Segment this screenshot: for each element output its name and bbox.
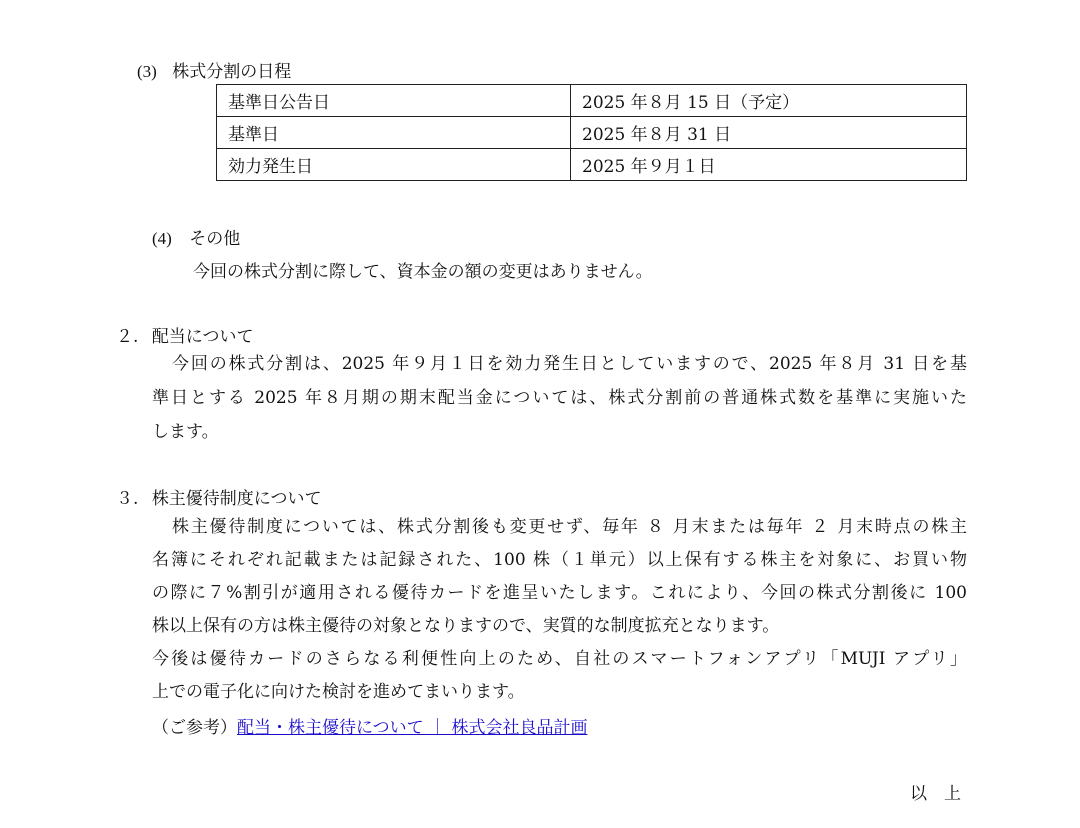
dividend-line-1-text: 今回の株式分割は、2025 年９月１日を効力発生日としていますので、2025 年８月 31 日を基 bbox=[172, 354, 967, 374]
section-number: (4) bbox=[152, 229, 172, 248]
reference-link[interactable]: 配当・株主優待について ｜ 株式会社良品計画 bbox=[237, 718, 588, 738]
section-number: (3) bbox=[137, 62, 157, 81]
table-cell-label: 効力発生日 bbox=[217, 149, 571, 181]
section-number: ２. bbox=[116, 327, 139, 347]
reference-prefix: （ご参考） bbox=[152, 718, 237, 738]
benefits-line-1-text: 株主優待制度については、株式分割後も変更せず、毎年 ８ 月末または毎年 ２ 月末時点の株主 bbox=[172, 517, 967, 537]
benefits-line-5 bbox=[152, 647, 967, 671]
dividend-line-2-text: 準日とする 2025 年８月期の期末配当金については、株式分割前の普通株式数を基準に実施いた bbox=[152, 388, 967, 408]
dividend-line-2 bbox=[152, 386, 967, 410]
benefits-line-2-text: 名簿にそれぞれ記載または記録された、100 株（１単元）以上保有する株主を対象に、お買い物 bbox=[152, 550, 967, 570]
dividend-line-1 bbox=[172, 352, 967, 376]
dividend-line-3: します。 bbox=[152, 422, 219, 442]
section-title: 配当について bbox=[151, 327, 254, 347]
reference-line bbox=[152, 713, 587, 738]
table-row bbox=[217, 117, 967, 149]
table-cell-date: 2025 年８月 15 日（予定） bbox=[571, 85, 967, 117]
section-number: ３. bbox=[116, 489, 139, 509]
benefits-line-1 bbox=[172, 515, 967, 539]
section-3-sub-heading bbox=[137, 57, 291, 82]
benefits-line-4: 株以上保有の方は株主優待の対象となりますので、実質的な制度拡充となります。 bbox=[152, 616, 780, 636]
section-4-body: 今回の株式分割に際して、資本金の額の変更はありません。 bbox=[193, 262, 653, 282]
benefits-line-3 bbox=[152, 581, 967, 605]
dividend-heading bbox=[116, 322, 253, 347]
section-title: 株式分割の日程 bbox=[172, 62, 292, 82]
table-row bbox=[217, 85, 967, 117]
table-row bbox=[217, 149, 967, 181]
benefits-heading bbox=[116, 484, 321, 509]
benefits-line-5-text: 今後は優待カードのさらなる利便性向上のため、自社のスマートフォンアプリ「MUJI アプリ」 bbox=[152, 649, 967, 669]
section-title: 株主優待制度について bbox=[151, 489, 322, 509]
table-cell-date: 2025 年９月１日 bbox=[571, 149, 967, 181]
closing-mark: 以 上 bbox=[910, 784, 961, 804]
table-cell-date: 2025 年８月 31 日 bbox=[571, 117, 967, 149]
benefits-line-2 bbox=[152, 548, 967, 572]
table-cell-label: 基準日 bbox=[217, 117, 571, 149]
section-4-sub-heading bbox=[152, 224, 240, 249]
benefits-line-6: 上での電子化に向けた検討を進めてまいります。 bbox=[152, 682, 525, 702]
table-cell-label: 基準日公告日 bbox=[217, 85, 571, 117]
benefits-line-3-text: の際に７%割引が適用される優待カードを進呈いたします。これにより、今回の株式分割後に 100 bbox=[152, 583, 967, 603]
section-title: その他 bbox=[189, 229, 241, 249]
split-schedule-table bbox=[216, 84, 967, 181]
